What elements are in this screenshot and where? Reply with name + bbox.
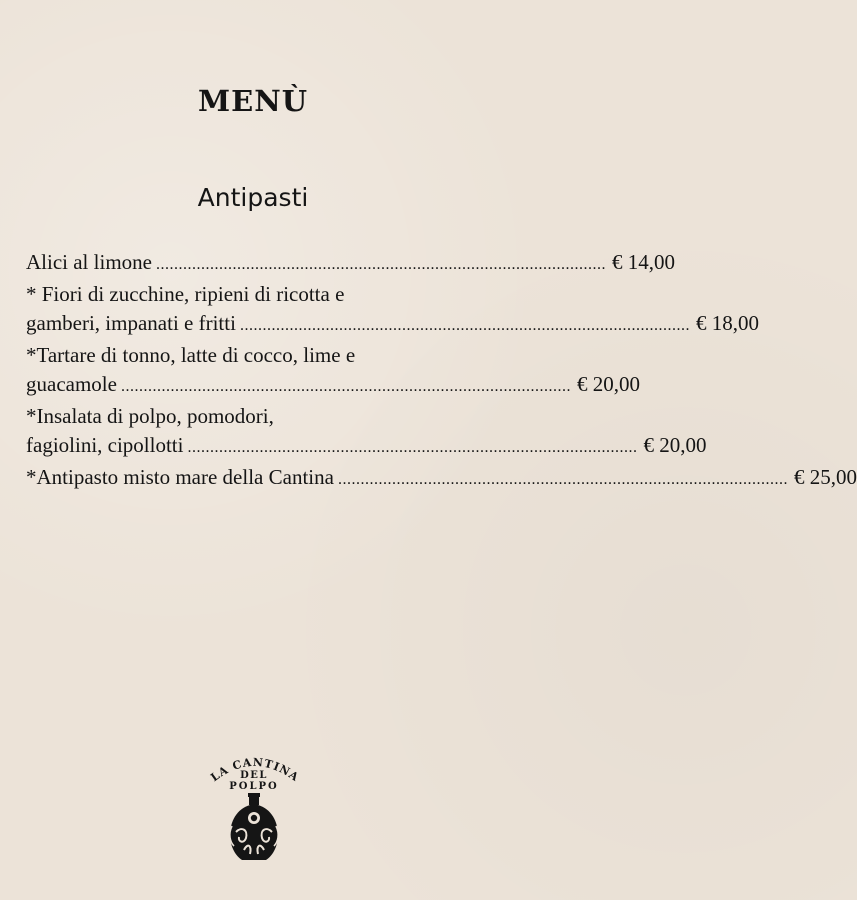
menu-item: [26, 402, 707, 463]
item-name: fagiolini, cipollotti: [26, 433, 184, 457]
logo-text-del: DEL: [240, 770, 268, 781]
dot-leader: ....................................................................................................: [187, 439, 638, 456]
item-price: € 20,00: [576, 372, 640, 396]
item-price: € 25,00: [793, 464, 857, 489]
logo: [206, 752, 302, 864]
item-name-line: * Fiori di zucchine, ripieni di ricotta e: [26, 281, 345, 306]
menu-item: [26, 341, 640, 402]
dot-leader: ....................................................................................................: [337, 470, 788, 488]
dot-leader: ....................................................................................................: [120, 378, 571, 395]
dot-leader: ....................................................................................................: [155, 256, 606, 273]
item-name: guacamole: [26, 372, 117, 396]
page-title: MENÙ: [197, 84, 308, 118]
logo-arc-text: LA CANTINA: [208, 755, 302, 785]
item-name-line: *Insalata di polpo, pomodori,: [26, 403, 274, 428]
item-price: € 18,00: [695, 311, 759, 335]
item-name: *Antipasto misto mare della Cantina: [26, 464, 334, 489]
item-price: € 14,00: [611, 250, 675, 274]
logo-text-polpo: POLPO: [229, 781, 279, 792]
dot-leader: ....................................................................................................: [239, 317, 690, 334]
menu-item: [26, 248, 675, 280]
octopus-bottle-icon: [230, 793, 278, 860]
menu-items-list: [26, 248, 857, 494]
menu-item: [26, 280, 759, 341]
item-price: € 20,00: [643, 433, 707, 457]
menu-item: [26, 463, 857, 495]
item-name-line: *Tartare di tonno, latte di cocco, lime e: [26, 342, 356, 367]
item-name: gamberi, impanati e fritti: [26, 311, 236, 335]
item-name: Alici al limone: [26, 250, 152, 274]
section-title: Antipasti: [197, 183, 309, 212]
